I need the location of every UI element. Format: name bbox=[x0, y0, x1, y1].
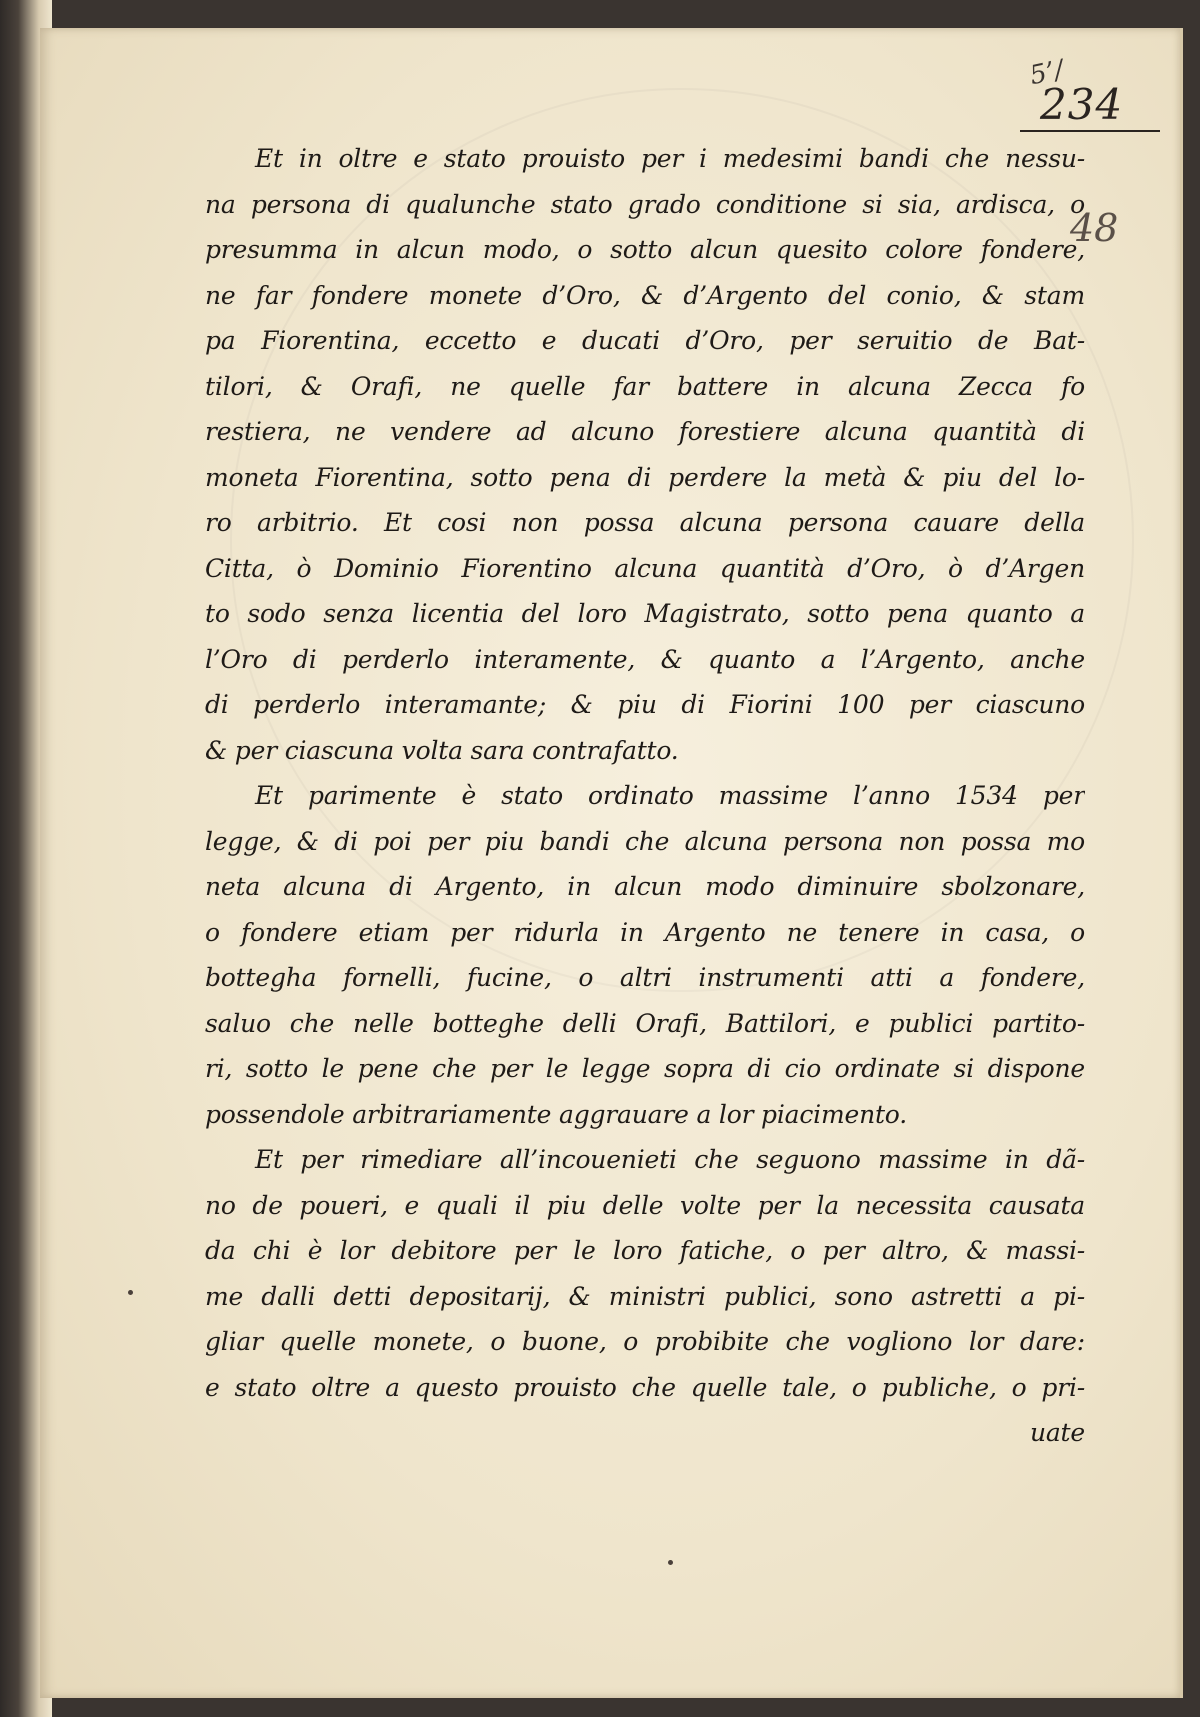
catchword: uate bbox=[1029, 1418, 1085, 1447]
text-line: da chi è lor debitore per le loro fatiche, o per altro, & massi- bbox=[205, 1236, 1085, 1265]
folio-mark: 5’/ bbox=[1027, 54, 1067, 92]
text-line: gliar quelle monete, o buone, o probibite che vogliono lor dare: bbox=[205, 1327, 1085, 1356]
margin-number: 48 bbox=[1070, 206, 1119, 250]
text-line: restiera, ne vendere ad alcuno forestiere alcuna quantità di bbox=[205, 417, 1085, 446]
text-line: Et per rimediare all’incouenieti che seguono massime in dã- bbox=[255, 1145, 1085, 1174]
ink-speck bbox=[128, 1290, 133, 1295]
text-line: presumma in alcun modo, o sotto alcun quesito colore fondere, bbox=[205, 235, 1085, 264]
text-line: Et in oltre e stato prouisto per i medesimi bandi che nessu- bbox=[255, 144, 1085, 173]
text-line: ne far fondere monete d’Oro, & d’Argento del conio, & stam bbox=[205, 280, 1085, 310]
text-line: l’Oro di perderlo interamente, & quanto a l’Argento, anche bbox=[205, 644, 1085, 674]
text-line: legge, & di poi per piu bandi che alcuna persona non possa mo bbox=[205, 826, 1085, 856]
ink-speck bbox=[668, 1560, 673, 1565]
text-line: pa Fiorentina, eccetto e ducati d’Oro, per seruitio de Bat- bbox=[205, 326, 1085, 355]
text-line: possendole arbitrariamente aggrauare a lor piacimento. bbox=[205, 1099, 907, 1129]
text-line: neta alcuna di Argento, in alcun modo diminuire sbolzonare, bbox=[205, 872, 1085, 901]
text-line: bottegha fornelli, fucine, o altri instrumenti atti a fondere, bbox=[205, 963, 1085, 992]
text-line: me dalli detti depositarij, & ministri publici, sono astretti a pi- bbox=[205, 1281, 1085, 1311]
text-line: Citta, ò Dominio Fiorentino alcuna quantità d’Oro, ò d’Argen bbox=[205, 553, 1085, 583]
page-number: 234 bbox=[1040, 80, 1124, 129]
text-line: no de poueri, e quali il piu delle volte per la necessita causata bbox=[205, 1190, 1085, 1220]
text-line: di perderlo interamante; & piu di Fiorini 100 per ciascuno bbox=[205, 690, 1085, 719]
text-line: ri, sotto le pene che per le legge sopra di cio ordinate si dispone bbox=[205, 1054, 1085, 1083]
text-line: o fondere etiam per ridurla in Argento ne tenere in casa, o bbox=[205, 917, 1085, 947]
text-line: moneta Fiorentina, sotto pena di perdere la metà & piu del lo- bbox=[205, 462, 1085, 492]
text-line: tilori, & Orafi, ne quelle far battere in alcuna Zecca fo bbox=[205, 371, 1085, 401]
text-line: & per ciascuna volta sara contrafatto. bbox=[205, 735, 679, 765]
text-line: e stato oltre a questo prouisto che quelle tale, o publiche, o pri- bbox=[205, 1372, 1085, 1402]
body-text bbox=[205, 136, 1085, 1456]
document-page bbox=[40, 28, 1183, 1698]
text-line: to sodo senza licentia del loro Magistrato, sotto pena quanto a bbox=[205, 599, 1085, 628]
text-line: ro arbitrio. Et cosi non possa alcuna persona cauare della bbox=[205, 508, 1085, 537]
text-line: Et parimente è stato ordinato massime l’anno 1534 per bbox=[255, 781, 1085, 810]
text-line: na persona di qualunche stato grado conditione si sia, ardisca, o bbox=[205, 189, 1085, 219]
page-number-underline bbox=[1020, 130, 1160, 132]
text-line: saluo che nelle botteghe delli Orafi, Battilori, e publici partito- bbox=[205, 1008, 1085, 1038]
